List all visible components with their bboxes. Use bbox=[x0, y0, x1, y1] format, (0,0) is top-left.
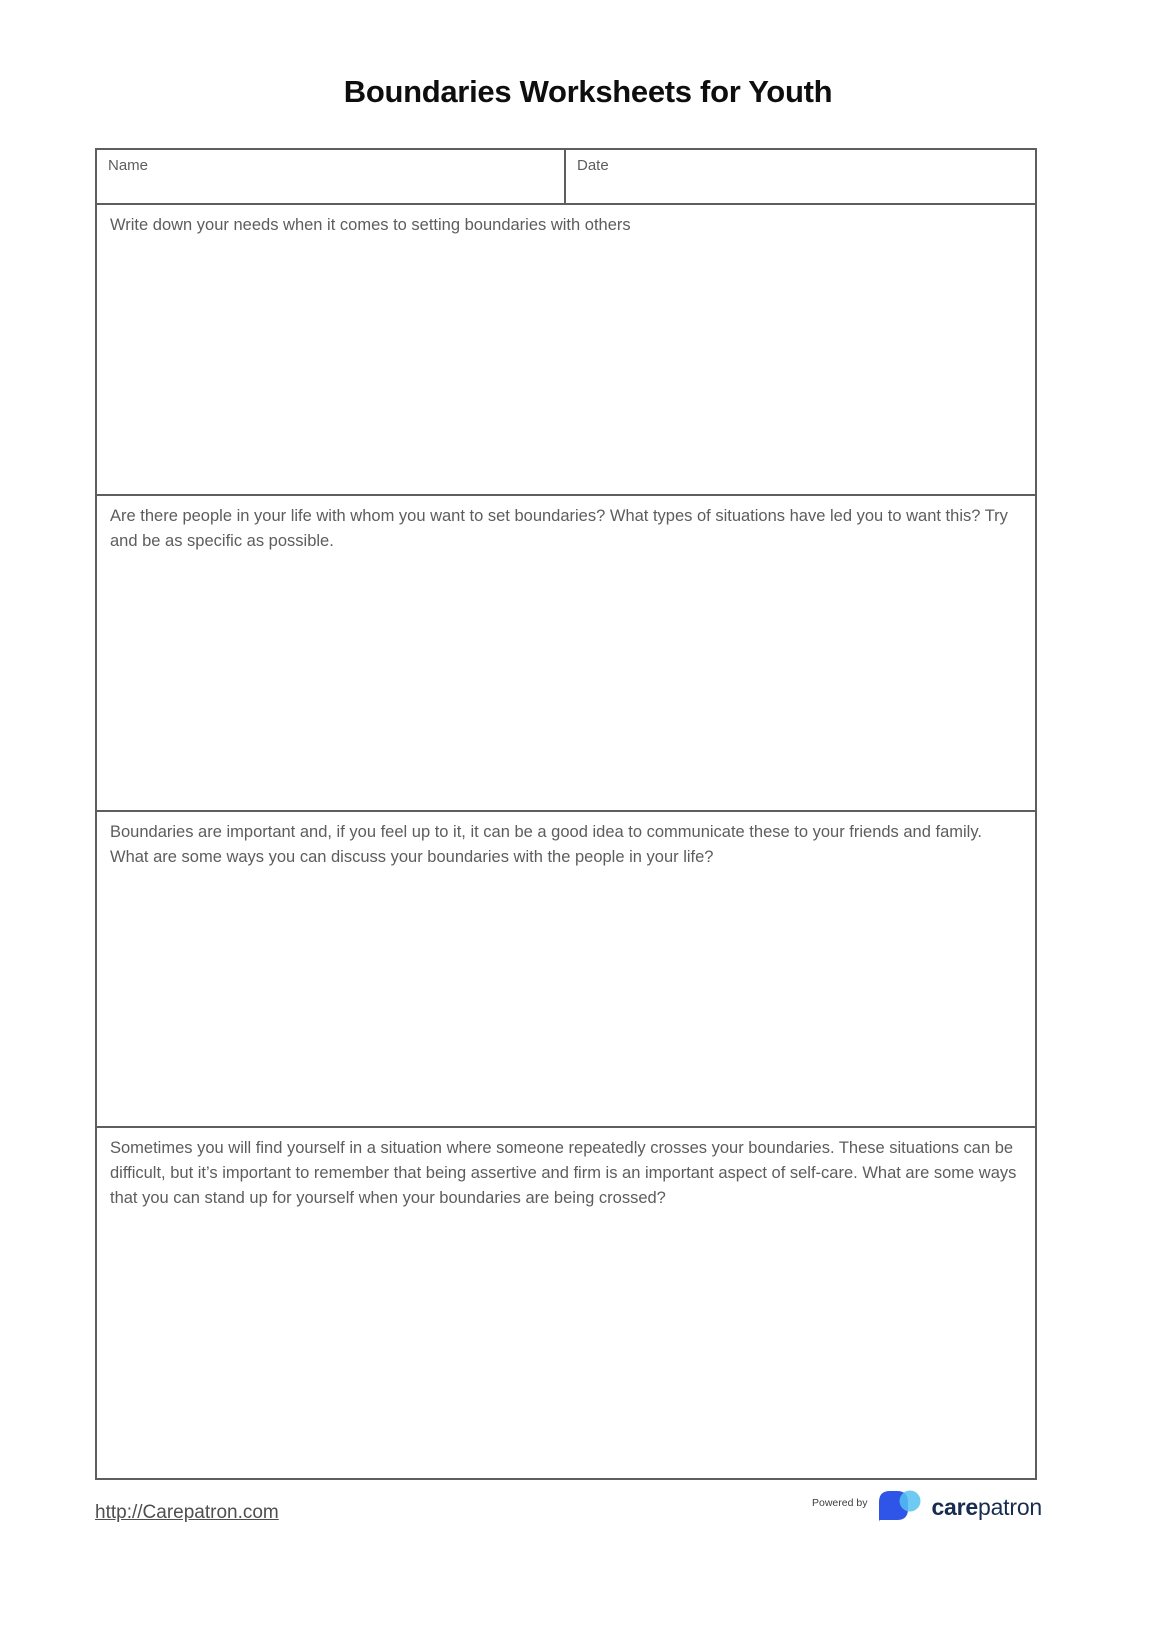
question-box-4 bbox=[97, 1128, 1035, 1478]
name-date-row bbox=[97, 150, 1035, 205]
powered-by-badge bbox=[812, 1488, 1042, 1526]
powered-by-label: Powered by bbox=[812, 1497, 868, 1509]
date-label: Date bbox=[577, 157, 609, 174]
date-field[interactable] bbox=[566, 150, 1035, 203]
question-box-3 bbox=[97, 812, 1035, 1128]
answer-area-2[interactable] bbox=[110, 554, 1022, 810]
question-box-1 bbox=[97, 205, 1035, 496]
carepatron-link[interactable]: http://Carepatron.com bbox=[95, 1502, 279, 1523]
carepatron-logo-icon bbox=[876, 1488, 922, 1526]
question-prompt: Boundaries are important and, if you feel up to it, it can be a good idea to communicate these to your friends and family. What are some ways you can discuss your boundaries with the people in your life? bbox=[110, 823, 982, 866]
name-field[interactable] bbox=[97, 150, 566, 203]
name-label: Name bbox=[108, 157, 149, 174]
worksheet-table bbox=[95, 148, 1037, 1480]
answer-area-1[interactable] bbox=[110, 238, 1022, 494]
question-box-2 bbox=[97, 496, 1035, 812]
question-prompt: Sometimes you will find yourself in a situation where someone repeatedly crosses your boundaries. These situations can be difficult, but it’s important to remember that being assertive and firm is an important aspect of self-care. What are some ways that you can stand up for yourself when your boundaries are being crossed? bbox=[110, 1139, 1017, 1207]
page-title: Boundaries Worksheets for Youth bbox=[343, 74, 833, 109]
question-prompt: Write down your needs when it comes to setting boundaries with others bbox=[110, 216, 631, 234]
answer-area-4[interactable] bbox=[110, 1211, 1022, 1478]
carepatron-wordmark: carepatron bbox=[931, 1493, 1042, 1520]
answer-area-3[interactable] bbox=[110, 870, 1022, 1126]
question-prompt: Are there people in your life with whom you want to set boundaries? What types of situations have led you to want this? Try and be as specific as possible. bbox=[110, 507, 1008, 550]
